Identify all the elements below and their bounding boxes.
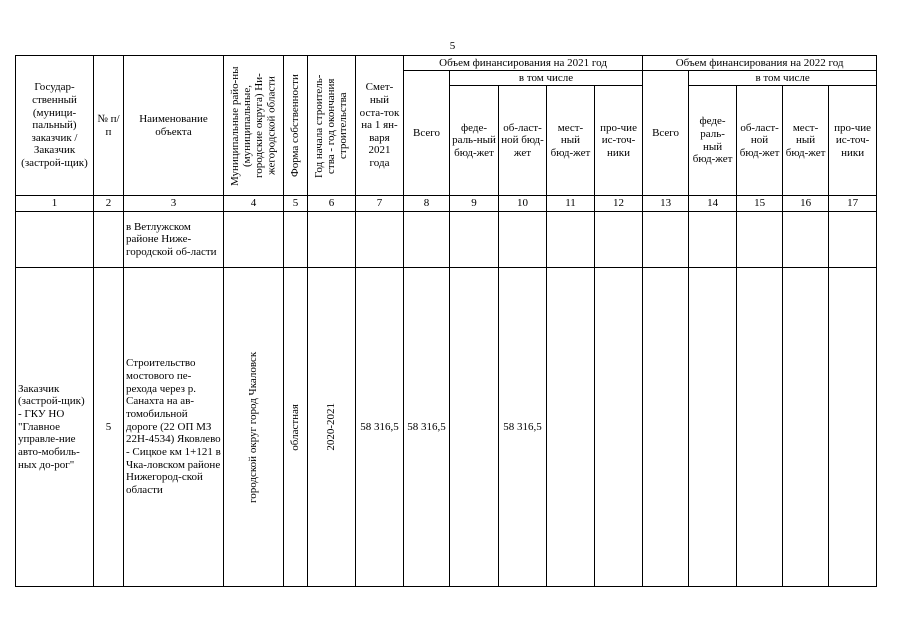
col-num: 10 — [499, 196, 547, 212]
header-ownership-text: Форма собственности — [289, 74, 302, 177]
data-ownership-text: областная — [289, 403, 302, 451]
col-num: 11 — [547, 196, 595, 212]
data-regional-2022 — [737, 268, 783, 587]
data-total-2021: 58 316,5 — [404, 268, 450, 587]
col-num: 15 — [737, 196, 783, 212]
col-num: 3 — [124, 196, 224, 212]
cell-empty — [284, 212, 308, 268]
data-years-text: 2020-2021 — [325, 403, 338, 451]
header-including-2022: в том числе — [689, 71, 877, 86]
data-regional-2021: 58 316,5 — [499, 268, 547, 587]
cell-empty — [547, 212, 595, 268]
header-total-2022: Всего — [643, 71, 689, 196]
data-years — [308, 268, 356, 587]
data-municipality — [224, 268, 284, 587]
data-customer: Заказчик (застрой-щик) - ГКУ НО "Главное управле-ние авто-мобиль-ных до-рог" — [16, 268, 94, 587]
column-numbers-row — [16, 196, 877, 212]
cell-empty — [224, 212, 284, 268]
header-federal-2021: феде-раль-ный бюд-жет — [450, 86, 499, 196]
cell-empty — [499, 212, 547, 268]
cell-empty — [737, 212, 783, 268]
header-municipality-text: Муниципальные райо-ны (муниципальные, городские округа) Ни-жегородской области — [229, 65, 278, 186]
data-ownership — [284, 268, 308, 587]
header-other-2021: про-чие ис-точ-ники — [595, 86, 643, 196]
header-regional-2021: об-ласт-ной бюд-жет — [499, 86, 547, 196]
col-num: 4 — [224, 196, 284, 212]
data-municipality-text: городской округ город Чкаловск — [247, 351, 260, 503]
col-num: 6 — [308, 196, 356, 212]
cell-empty — [308, 212, 356, 268]
header-estimate-balance: Смет-ный оста-ток на 1 ян-варя 2021 года — [356, 56, 404, 196]
cell-empty — [16, 212, 94, 268]
data-object-name: Строительство мостового пе-рехода через р. Санахта на ав-томобильной дороге (22 ОП МЗ 22Н-4534) Яковлево - Сицкое км 1+121 в Чка-ловском районе Нижегород-ской области — [124, 268, 224, 587]
header-years — [308, 56, 356, 196]
data-local-2022 — [783, 268, 829, 587]
data-row — [16, 268, 877, 587]
header-funding-2022: Объем финансирования на 2022 год — [643, 56, 877, 71]
continuation-row — [16, 212, 877, 268]
cell-empty — [783, 212, 829, 268]
col-num: 16 — [783, 196, 829, 212]
col-num: 13 — [643, 196, 689, 212]
data-federal-2021 — [450, 268, 499, 587]
data-total-2022 — [643, 268, 689, 587]
cell-empty — [356, 212, 404, 268]
page-number: 5 — [449, 40, 456, 52]
col-num: 14 — [689, 196, 737, 212]
col-num: 12 — [595, 196, 643, 212]
header-including-2021: в том числе — [450, 71, 643, 86]
header-customer: Государ-ственный (муници-пальный) заказчик / Заказчик (застрой-щик) — [16, 56, 94, 196]
header-other-2022: про-чие ис-точ-ники — [829, 86, 877, 196]
data-federal-2022 — [689, 268, 737, 587]
data-other-2022 — [829, 268, 877, 587]
col-num: 9 — [450, 196, 499, 212]
cell-empty — [643, 212, 689, 268]
data-other-2021 — [595, 268, 643, 587]
header-local-2022: мест-ный бюд-жет — [783, 86, 829, 196]
cell-empty — [689, 212, 737, 268]
col-num: 8 — [404, 196, 450, 212]
data-num: 5 — [94, 268, 124, 587]
header-years-text: Год начала строитель-ства - год окончания строительства — [313, 73, 350, 178]
col-num: 2 — [94, 196, 124, 212]
header-object-name: Наименование объекта — [124, 56, 224, 196]
header-ownership — [284, 56, 308, 196]
header-funding-2021: Объем финансирования на 2021 год — [404, 56, 643, 71]
header-federal-2022: феде-раль-ный бюд-жет — [689, 86, 737, 196]
col-num: 7 — [356, 196, 404, 212]
cell-empty — [94, 212, 124, 268]
header-total-2021: Всего — [404, 71, 450, 196]
financing-table — [15, 55, 877, 587]
col-num: 17 — [829, 196, 877, 212]
data-local-2021 — [547, 268, 595, 587]
data-estimate-balance: 58 316,5 — [356, 268, 404, 587]
header-municipality — [224, 56, 284, 196]
header-local-2021: мест-ный бюд-жет — [547, 86, 595, 196]
cell-empty — [450, 212, 499, 268]
col-num: 5 — [284, 196, 308, 212]
cell-empty — [404, 212, 450, 268]
header-regional-2022: об-ласт-ной бюд-жет — [737, 86, 783, 196]
cell-empty — [829, 212, 877, 268]
cell-empty — [595, 212, 643, 268]
col-num: 1 — [16, 196, 94, 212]
cont-object-name: в Ветлужском районе Ниже-городской об-ласти — [124, 212, 224, 268]
header-num: № п/п — [94, 56, 124, 196]
